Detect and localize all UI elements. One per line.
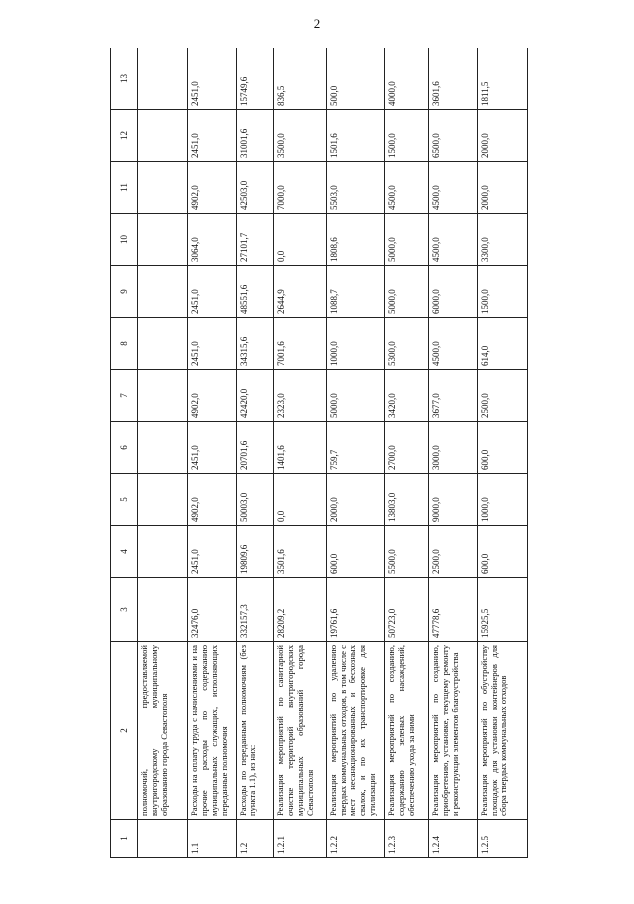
table-row <box>274 48 326 858</box>
value-cell: 6000,0 <box>429 266 477 318</box>
row-index: 1.2.2 <box>326 820 385 858</box>
value-cell: 6500,0 <box>429 110 477 162</box>
value-cell: 600,0 <box>477 526 527 578</box>
value-cell: 7000,0 <box>274 162 326 214</box>
value-cell: 4500,0 <box>385 162 429 214</box>
value-cell: 48551,6 <box>236 266 274 318</box>
value-cell: 759,7 <box>326 422 385 474</box>
value-cell: 2451,0 <box>188 526 236 578</box>
budget-table <box>110 48 528 858</box>
row-description: Расходы на оплату труда с начислениями и на прочие расходы по содержанию муниципальных служащих, исполняющих переданные полномочия <box>188 642 236 820</box>
value-cell: 1811,5 <box>477 48 527 110</box>
column-header-12: 12 <box>111 110 138 162</box>
value-cell: 50723,0 <box>385 578 429 642</box>
row-index: 1.1 <box>188 820 236 858</box>
value-cell: 15925,5 <box>477 578 527 642</box>
column-header-8: 8 <box>111 318 138 370</box>
column-header-7: 7 <box>111 370 138 422</box>
value-cell <box>138 578 188 642</box>
value-cell: 13803,0 <box>385 474 429 526</box>
value-cell: 2500,0 <box>429 526 477 578</box>
value-cell: 5300,0 <box>385 318 429 370</box>
value-cell: 42503,0 <box>236 162 274 214</box>
rotated-table-wrapper <box>110 48 528 858</box>
table-row <box>188 48 236 858</box>
value-cell <box>138 318 188 370</box>
value-cell: 1088,7 <box>326 266 385 318</box>
value-cell: 2451,0 <box>188 318 236 370</box>
value-cell: 47778,6 <box>429 578 477 642</box>
row-description: Расходы по переданным полномочиям (без пункта 1.1), из них: <box>236 642 274 820</box>
value-cell: 2644,9 <box>274 266 326 318</box>
rotated-table <box>110 48 528 858</box>
column-header-13: 13 <box>111 48 138 110</box>
value-cell <box>138 162 188 214</box>
row-description: Реализация мероприятий по созданию, приобретению, установке, текущему ремонту и реконструкции элементов благоустройства <box>429 642 477 820</box>
column-header-1: 1 <box>111 820 138 858</box>
value-cell: 20701,6 <box>236 422 274 474</box>
value-cell <box>138 526 188 578</box>
value-cell: 28209,2 <box>274 578 326 642</box>
table-row <box>326 48 385 858</box>
value-cell: 4902,0 <box>188 162 236 214</box>
value-cell: 3000,0 <box>429 422 477 474</box>
value-cell: 1401,6 <box>274 422 326 474</box>
row-index <box>138 820 188 858</box>
value-cell: 2700,0 <box>385 422 429 474</box>
value-cell: 2000,0 <box>477 110 527 162</box>
value-cell: 3501,6 <box>274 526 326 578</box>
row-index: 1.2.1 <box>274 820 326 858</box>
value-cell: 1000,0 <box>326 318 385 370</box>
value-cell: 31001,6 <box>236 110 274 162</box>
value-cell: 27101,7 <box>236 214 274 266</box>
value-cell: 7001,6 <box>274 318 326 370</box>
value-cell: 15749,6 <box>236 48 274 110</box>
column-header-2: 2 <box>111 642 138 820</box>
value-cell: 4500,0 <box>429 318 477 370</box>
row-description: Реализация мероприятий по созданию, содержанию зеленых насаждений, обеспечению ухода за ними <box>385 642 429 820</box>
value-cell: 1500,0 <box>385 110 429 162</box>
row-index: 1.2.3 <box>385 820 429 858</box>
value-cell: 4000,0 <box>385 48 429 110</box>
value-cell: 2323,0 <box>274 370 326 422</box>
page-number: 2 <box>313 16 321 31</box>
row-description: полномочий, предоставляемой внутригородскому муниципальному образованию города Севастополя <box>138 642 188 820</box>
value-cell: 836,5 <box>274 48 326 110</box>
value-cell: 5500,0 <box>385 526 429 578</box>
row-description: Реализация мероприятий по санитарной очистке территорий внутригородских муниципальных образований города Севастополя <box>274 642 326 820</box>
value-cell: 1500,0 <box>477 266 527 318</box>
table-header-row <box>111 48 138 858</box>
value-cell: 2451,0 <box>188 110 236 162</box>
value-cell: 9000,0 <box>429 474 477 526</box>
value-cell <box>138 370 188 422</box>
value-cell: 2451,0 <box>188 422 236 474</box>
value-cell: 19761,6 <box>326 578 385 642</box>
column-header-10: 10 <box>111 214 138 266</box>
value-cell: 4902,0 <box>188 370 236 422</box>
value-cell: 5000,0 <box>385 214 429 266</box>
row-index: 1.2 <box>236 820 274 858</box>
row-description: Реализация мероприятий по обустройству площадок для установки контейнеров для сбора твердых коммунальных отходов <box>477 642 527 820</box>
value-cell: 4902,0 <box>188 474 236 526</box>
value-cell <box>138 474 188 526</box>
value-cell <box>138 48 188 110</box>
column-header-4: 4 <box>111 526 138 578</box>
value-cell: 2451,0 <box>188 48 236 110</box>
value-cell: 19809,6 <box>236 526 274 578</box>
value-cell: 614,0 <box>477 318 527 370</box>
value-cell: 5503,0 <box>326 162 385 214</box>
value-cell: 3500,0 <box>274 110 326 162</box>
value-cell: 600,0 <box>477 422 527 474</box>
value-cell: 500,0 <box>326 48 385 110</box>
column-header-6: 6 <box>111 422 138 474</box>
column-header-3: 3 <box>111 578 138 642</box>
row-description: Реализация мероприятий по удалению твердых коммунальных отходов, в том числе с мест несанкционированных и бесхозных свалок, и по их транспортировке для утилизации <box>326 642 385 820</box>
value-cell: 50003,0 <box>236 474 274 526</box>
value-cell: 0,0 <box>274 474 326 526</box>
value-cell <box>138 266 188 318</box>
value-cell: 332157,3 <box>236 578 274 642</box>
value-cell: 3420,0 <box>385 370 429 422</box>
value-cell <box>138 214 188 266</box>
value-cell: 3677,0 <box>429 370 477 422</box>
value-cell: 2000,0 <box>326 474 385 526</box>
value-cell <box>138 110 188 162</box>
table-row <box>138 48 188 858</box>
column-header-9: 9 <box>111 266 138 318</box>
column-header-5: 5 <box>111 474 138 526</box>
value-cell: 5000,0 <box>326 370 385 422</box>
value-cell: 3601,6 <box>429 48 477 110</box>
value-cell: 34315,6 <box>236 318 274 370</box>
value-cell: 3064,0 <box>188 214 236 266</box>
value-cell: 3300,0 <box>477 214 527 266</box>
value-cell <box>138 422 188 474</box>
value-cell: 4500,0 <box>429 214 477 266</box>
value-cell: 4500,0 <box>429 162 477 214</box>
column-header-11: 11 <box>111 162 138 214</box>
value-cell: 2000,0 <box>477 162 527 214</box>
table-row <box>236 48 274 858</box>
row-index: 1.2.4 <box>429 820 477 858</box>
value-cell: 2500,0 <box>477 370 527 422</box>
table-row <box>385 48 429 858</box>
row-index: 1.2.5 <box>477 820 527 858</box>
value-cell: 42420,0 <box>236 370 274 422</box>
value-cell: 0,0 <box>274 214 326 266</box>
value-cell: 32476,0 <box>188 578 236 642</box>
value-cell: 600,0 <box>326 526 385 578</box>
value-cell: 5000,0 <box>385 266 429 318</box>
value-cell: 2451,0 <box>188 266 236 318</box>
table-row <box>429 48 477 858</box>
value-cell: 1808,6 <box>326 214 385 266</box>
value-cell: 1501,6 <box>326 110 385 162</box>
table-row <box>477 48 527 858</box>
value-cell: 1000,0 <box>477 474 527 526</box>
